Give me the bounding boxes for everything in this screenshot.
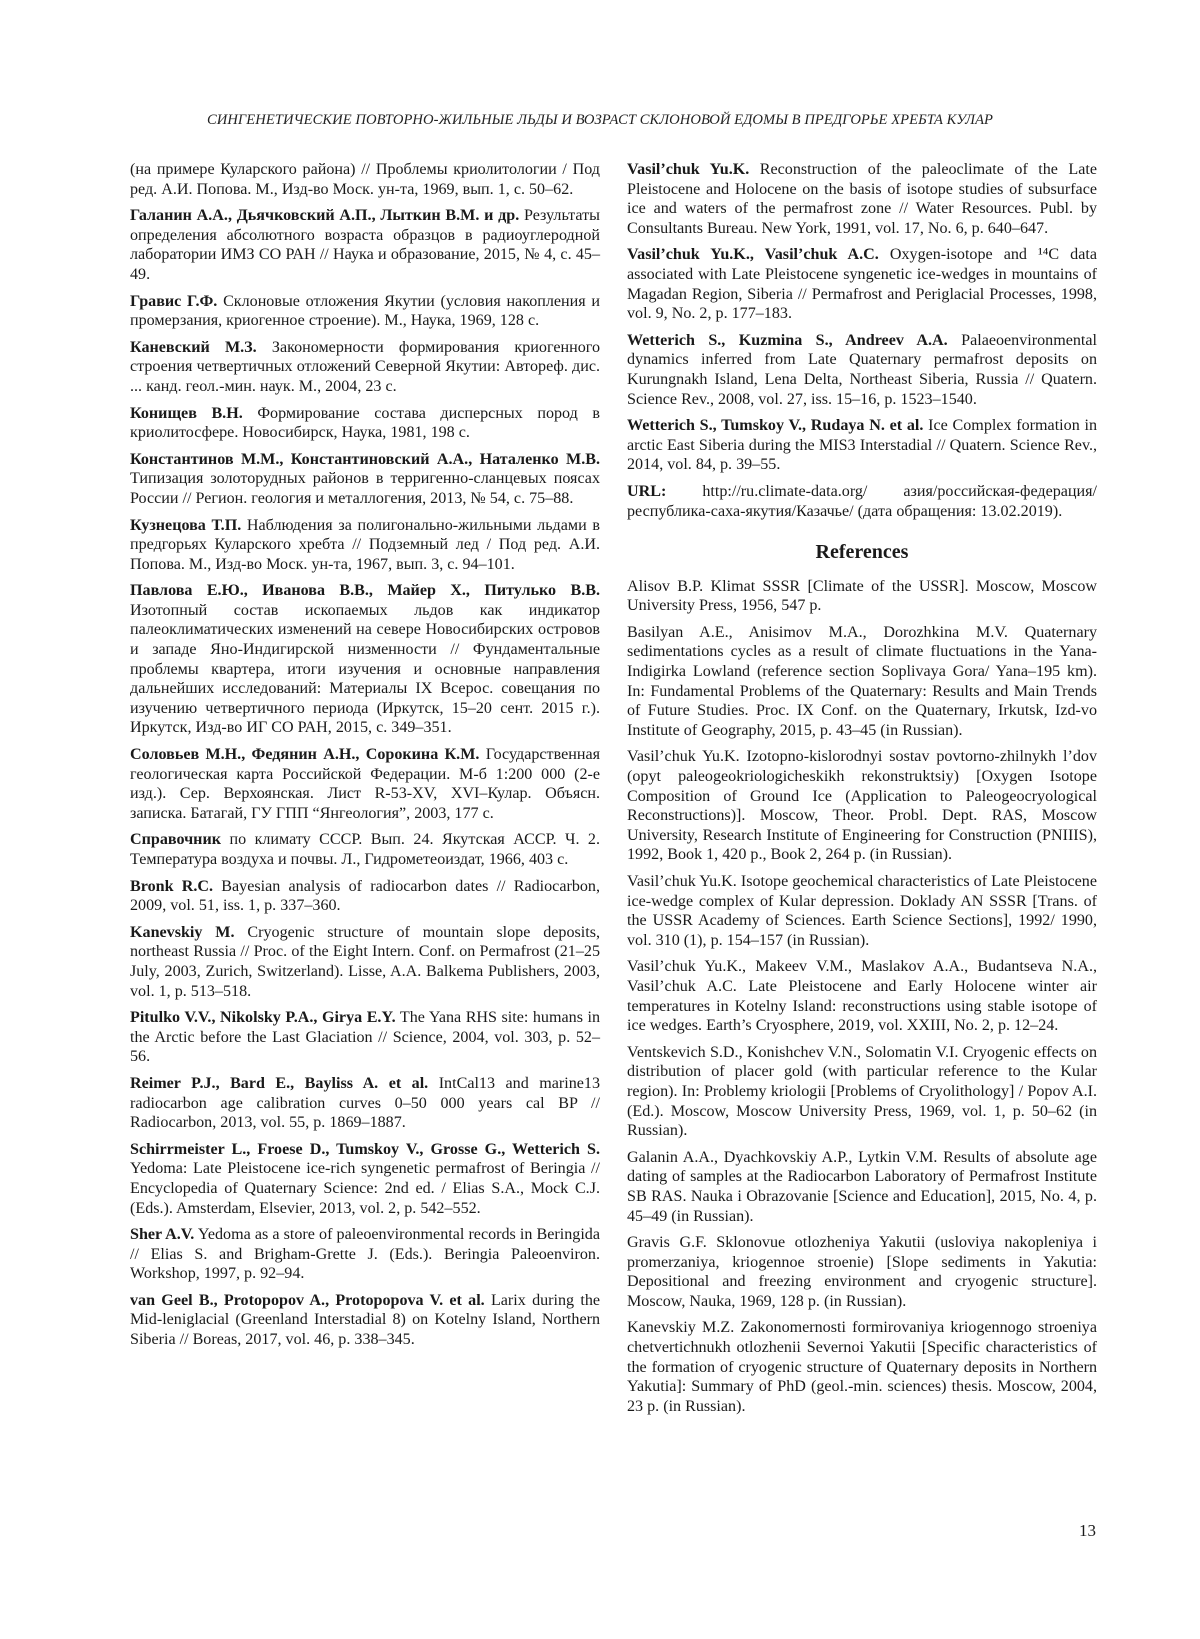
reference-text: Cryogenic structure of mountain slope deposits, northeast Russia // Proc. of the Eight Intern. Conf. on Permafrost (21–25 July, 2003, Zurich, Switzerland). Lisse, A.A. Balkema Publishers, 2003, vol. 1, p. 513–518. xyxy=(130,923,600,1000)
reference-entry: Vasil’chuk Yu.K., Makeev V.M., Maslakov A.A., Budantseva N.A., Vasil’chuk A.C. Late Pleistocene and Early Holocene winter air temperatures in Kotelny Island: reconstructions using stable isotope of ice wedges. Earth’s Cryosphere, 2019, vol. XXIII, No. 2, p. 12–24. xyxy=(627,958,1097,1035)
reference-authors: Vasil’chuk Yu.K. xyxy=(627,161,750,178)
reference-text: Закономерности формирования криогенного строения четвертичных отложений Северной Якутии: Автореф. дис. ... канд. геол.-мин. наук. М., 2004, 23 с. xyxy=(130,338,600,395)
reference-entry xyxy=(130,292,600,331)
reference-text: Наблюдения за полигонально-жильными льдами в предгорьях Куларского хребта // Подземный лед / Под ред. А.И. Попова. М., Изд-во Моск. ун-та, 1967, вып. 3, с. 94–101. xyxy=(130,516,600,573)
reference-entry: Alisov B.P. Klimat SSSR [Climate of the USSR]. Moscow, Moscow University Press, 1956, 547 p. xyxy=(627,577,1097,615)
reference-authors: Kanevskiy M. xyxy=(130,923,235,941)
right-column xyxy=(627,160,1097,1423)
reference-entry: Basilyan A.E., Anisimov M.A., Dorozhkina M.V. Quaternary sedimentations cycles as a result of climate fluctuations in the Yana-Indigirka Lowland (reference section Soplivaya Gora/ Yana–195 km). In: Fundamental Problems of the Quaternary: Results and Main Trends of Future Studies. Proc. IX Conf. on the Quaternary, Irkutsk, Izd-vo Institute of Geography, 2015, p. 43–45 (in Russian). xyxy=(627,623,1097,739)
reference-entry xyxy=(627,331,1097,409)
reference-entry xyxy=(130,830,600,869)
reference-authors: Константинов М.М., Константиновский А.А., Наталенко М.В. xyxy=(130,450,600,468)
reference-authors: Гравис Г.Ф. xyxy=(130,292,218,310)
reference-authors: Schirrmeister L., Froese D., Tumskoy V., Grosse G., Wetterich S. xyxy=(130,1140,600,1158)
reference-entry: Vasil’chuk Yu.K. Isotope geochemical characteristics of Late Pleistocene ice-wedge complex of Kular depression. Doklady AN SSSR [Trans. of the USSR Academy of Sciences. Earth Science Sections], 1992/ 1990, vol. 310 (1), p. 154–157 (in Russian). xyxy=(627,873,1097,949)
reference-authors: Галанин А.А., Дьячковский А.П., Лыткин В.М. и др. xyxy=(130,207,520,225)
reference-text: Изотопный состав ископаемых льдов как индикатор палеоклиматических изменений на севере Новосибирских островов и западе Яно-Индигирской низменности // Фундаментальные проблемы квартера, итоги изучения и основные направления дальнейших исследований: Материалы IX Всерос. совещания по изучению четвертичного периода (Иркутск, 15–20 сент. 2015 г.). Иркутск, Изд-во ИГ СО РАН, 2015, с. 349–351. xyxy=(130,601,600,737)
reference-authors: van Geel B., Protopopov A., Protopopova V. et al. xyxy=(130,1291,485,1309)
reference-text: Государственная геологическая карта Российской Федерации. М-б 1:200 000 (2-е изд.). Сер. Верхоянская. Лист R-53-XV, XVI–Кулар. Объясн. записка. Батагай, ГУ ГПП “Янгеология”, 2003, 177 с. xyxy=(130,746,600,822)
reference-authors: Reimer P.J., Bard E., Bayliss A. et al. xyxy=(130,1074,429,1092)
reference-text: Формирование состава дисперсных пород в криолитосфере. Новосибирск, Наука, 1981, 198 с. xyxy=(130,404,600,442)
reference-authors: Bronk R.C. xyxy=(130,877,214,895)
reference-entry xyxy=(130,1291,600,1350)
running-head: СИНГЕНЕТИЧЕСКИЕ ПОВТОРНО-ЖИЛЬНЫЕ ЛЬДЫ И ВОЗРАСТ СКЛОНОВОЙ ЕДОМЫ В ПРЕДГОРЬЕ ХРЕБТА КУЛАР xyxy=(206,112,994,128)
reference-authors: Павлова Е.Ю., Иванова В.В., Майер Х., Питулько В.В. xyxy=(130,582,600,600)
reference-entry xyxy=(627,160,1097,238)
reference-text: Результаты определения абсолютного возраста образцов в радиоуглеродной лаборатории ИМЗ СО РАН // Наука и образование, 2015, № 4, с. 45–49. xyxy=(130,207,600,283)
reference-entry xyxy=(130,1074,600,1133)
reference-entry xyxy=(130,923,600,1001)
reference-entry xyxy=(130,1140,600,1218)
reference-entry xyxy=(130,206,600,284)
reference-text: Типизация золоторудных районов в терригенно-сланцевых поясах России // Регион. геология и металлогения, 2013, № 54, с. 75–88. xyxy=(130,470,600,507)
reference-authors: Справочник xyxy=(130,831,221,849)
reference-entry: Ventskevich S.D., Konishchev V.N., Solomatin V.I. Cryogenic effects on distribution of placer gold (with particular reference to the Kular region). In: Problemy kriologii [Problems of Cryolithology] / Popov A.I. (Ed.). Moscow, Moscow University Press, 1969, vol. 1, p. 50–62 (in Russian). xyxy=(627,1043,1097,1140)
reference-text: (на примере Куларского района) // Проблемы криолитологии / Под ред. А.И. Попова. М., Изд-во Моск. ун-та, 1969, вып. 1, с. 50–62. xyxy=(130,161,600,198)
reference-entry xyxy=(130,338,600,397)
reference-entry xyxy=(130,1225,600,1284)
reference-text: Oxygen-isotope and ¹⁴C data associated with Late Pleistocene syngenetic ice-wedges in mountains of Magadan Region, Siberia // Permafrost and Periglacial Processes, 1998, vol. 9, No. 2, p. 177–183. xyxy=(627,246,1097,323)
reference-text: Склоновые отложения Якутии (условия накопления и промерзания, криогенное строение). М., Наука, 1969, 128 с. xyxy=(130,292,600,330)
reference-text: Larix during the Mid-leniglacial (Greenland Interstadial 8) on Kotelny Island, Northern Siberia // Boreas, 2017, vol. 46, p. 338–345. xyxy=(130,1291,601,1349)
reference-entry xyxy=(130,404,600,443)
reference-text: по климату СССР. Вып. 24. Якутская АССР. Ч. 2. Температура воздуха и почвы. Л., Гидрометеоиздат, 1966, 403 с. xyxy=(130,831,600,868)
reference-entry: Kanevskiy M.Z. Zakonomernosti formirovaniya kriogennogo stroeniya chetvertichnukh otlozhenii Severnoi Yakutii [Specific characteristics of the formation of cryogenic structure of Quaternary deposits in Northern Yakutia]: Summary of PhD (geol.-min. sciences) thesis. Moscow, 2004, 23 p. (in Russian). xyxy=(627,1319,1097,1415)
reference-authors: Wetterich S., Kuzmina S., Andreev A.A. xyxy=(627,331,948,349)
reference-authors: Pitulko V.V., Nikolsky P.A., Girya E.Y. xyxy=(130,1009,396,1027)
reference-entry: Vasil’chuk Yu.K. Izotopno-kislorodnyi sostav povtorno-zhilnykh l’dov (opyt paleogeokriologicheskikh rekonstruktsiy) [Oxygen Isotope Composition of Ground Ice (Application to Paleogeocryological Reconstructions)]. Moscow, Theor. Probl. Dept. RAS, Moscow University, Research Institute of Engineering for Construction (PNIIIS), 1992, Book 1, 420 p., Book 2, 264 p. (in Russian). xyxy=(627,748,1097,864)
reference-entry xyxy=(130,877,600,916)
reference-entry xyxy=(627,416,1097,475)
reference-entry xyxy=(130,516,600,575)
reference-text: The Yana RHS site: humans in the Arctic before the Last Glaciation // Science, 2004, vol. 303, p. 52–56. xyxy=(130,1009,600,1066)
reference-entry xyxy=(130,1008,600,1067)
reference-text: Yedoma as a store of paleoenvironmental records in Beringida // Elias S. and Brigham-Grette J. (Eds.). Beringia Paleoenviron. Workshop, 1997, p. 92–94. xyxy=(130,1226,600,1283)
references-heading: References xyxy=(815,541,909,564)
reference-text: Palaeoenvironmental dynamics inferred from Late Quaternary permafrost deposits on Kurungnakh Island, Lena Delta, Northeast Siberia, Russia // Quatern. Science Rev., 2008, vol. 27, iss. 15–16, p. 1523–1540. xyxy=(627,331,1097,408)
reference-text: http://ru.climate-data.org/ азия/российская-федерация/республика-саха-якутия/Казачье/ (дата обращения: 13.02.2019). xyxy=(627,482,1097,520)
reference-authors: Каневский М.З. xyxy=(130,338,257,356)
reference-text: Yedoma: Late Pleistocene ice-rich syngenetic permafrost of Beringia // Encyclopedia of Quaternary Science: 2nd ed. / Elias S.A., Mock C.J. (Eds.). Amsterdam, Elsevier, 2013, vol. 2, p. 542–552. xyxy=(130,1160,600,1217)
reference-authors: Sher A.V. xyxy=(130,1226,195,1244)
reference-entry xyxy=(130,745,600,823)
reference-text: IntCal13 and marine13 radiocarbon age calibration curves 0–50 000 years cal BP // Radiocarbon, 2013, vol. 55, p. 1869–1887. xyxy=(130,1074,600,1132)
reference-entry xyxy=(130,581,600,738)
reference-text: Ice Complex formation in arctic East Siberia during the MIS3 Interstadial // Quatern. Science Rev., 2014, vol. 84, p. 39–55. xyxy=(627,417,1097,474)
reference-entry xyxy=(130,160,600,199)
reference-entry xyxy=(627,482,1097,521)
reference-authors: Vasil’chuk Yu.K., Vasil’chuk A.C. xyxy=(627,246,879,264)
reference-entry: Gravis G.F. Sklonovue otlozheniya Yakutii (usloviya nakopleniya i promerzaniya, kriogennoe stroenie) [Slope sediments in Yakutia: Depositional and freezing environment and cryogenic structure]. Moscow, Nauka, 1969, 128 p. (in Russian). xyxy=(627,1234,1097,1310)
reference-authors: URL: xyxy=(627,482,667,500)
reference-text: Reconstruction of the paleoclimate of the Late Pleistocene and Holocene on the basis of isotope studies of subsurface ice and waters of the permafrost zone // Water Resources. Publ. by Consultants Bureau. New York, 1991, vol. 17, No. 6, p. 640–647. xyxy=(627,161,1098,237)
reference-authors: Wetterich S., Tumskoy V., Rudaya N. et al. xyxy=(627,417,924,435)
reference-entry xyxy=(627,245,1097,323)
page-number: 13 xyxy=(1079,1521,1096,1540)
reference-entry xyxy=(130,450,600,509)
left-column xyxy=(130,160,600,1357)
reference-authors: Кузнецова Т.П. xyxy=(130,516,242,534)
reference-authors: Соловьев М.Н., Федянин А.Н., Сорокина К.М. xyxy=(130,746,480,764)
reference-authors: Конищев В.Н. xyxy=(130,404,243,422)
reference-entry: Galanin A.A., Dyachkovskiy A.P., Lytkin V.M. Results of absolute age dating of samples at the Radiocarbon Laboratory of Permafrost Institute SB RAS. Nauka i Obrazovanie [Science and Education], 2015, No. 4, p. 45–49 (in Russian). xyxy=(627,1148,1097,1225)
reference-text: Bayesian analysis of radiocarbon dates // Radiocarbon, 2009, vol. 51, iss. 1, p. 337–360. xyxy=(130,877,600,915)
